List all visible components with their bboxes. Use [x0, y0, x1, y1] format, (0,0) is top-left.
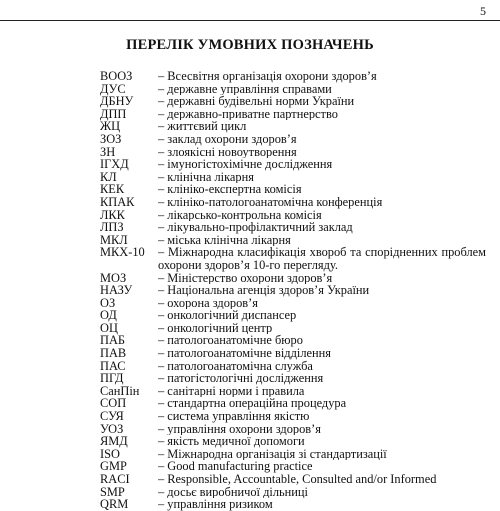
- abbreviation-definition: – злоякісні новоутворення: [158, 145, 297, 159]
- abbreviation-entry: [100, 234, 486, 247]
- page-number: 5: [480, 4, 486, 18]
- abbreviation-term: СОП: [100, 396, 127, 411]
- abbreviation-definition: – патогістологічні дослідження: [158, 372, 324, 385]
- page-title: ПЕРЕЛІК УМОВНИХ ПОЗНАЧЕНЬ: [126, 37, 374, 53]
- abbreviation-term: УОЗ: [100, 421, 124, 436]
- abbreviation-entry: [100, 498, 486, 511]
- abbreviation-term: ЛКК: [100, 207, 125, 222]
- abbreviation-term: ЗН: [100, 144, 116, 159]
- abbreviation-definition: – управління ризиком: [158, 498, 273, 511]
- abbreviation-list: [100, 70, 486, 511]
- abbreviation-term: КПАК: [100, 194, 135, 209]
- abbreviation-definition: – Good manufacturing practice: [158, 460, 313, 473]
- abbreviation-term: ЯМД: [100, 434, 128, 449]
- abbreviation-term: SMP: [100, 484, 125, 499]
- abbreviation-entry: [100, 372, 486, 385]
- abbreviation-term: ДПП: [100, 106, 127, 121]
- abbreviation-term: QRM: [100, 497, 129, 511]
- abbreviation-entry: [100, 448, 486, 461]
- abbreviation-term: ПГД: [100, 371, 124, 386]
- abbreviation-term: ЛПЗ: [100, 220, 124, 235]
- abbreviation-term: КЛ: [100, 169, 117, 184]
- abbreviation-definition: – життєвий цикл: [158, 120, 247, 133]
- abbreviation-entry: [100, 183, 486, 196]
- abbreviation-entry: [100, 309, 486, 322]
- abbreviation-term: GMP: [100, 459, 127, 474]
- abbreviation-definition: – охорона здоров’я: [158, 296, 258, 310]
- abbreviation-entry: [100, 397, 486, 410]
- abbreviation-term: ОЗ: [100, 295, 116, 310]
- abbreviation-term: RACI: [100, 472, 130, 486]
- abbreviation-term: СанПін: [100, 383, 140, 398]
- header-rule: [0, 20, 500, 21]
- abbreviation-entry: [100, 272, 486, 285]
- abbreviation-definition: – міська клінічна лікарня: [158, 233, 291, 247]
- abbreviation-definition: – державне управління справами: [158, 82, 332, 96]
- abbreviation-definition: – клінічна лікарня: [158, 170, 254, 184]
- abbreviation-definition: – імуногістохімічне дослідження: [158, 158, 333, 171]
- abbreviation-definition: – Міжнародна класифікація хвороб та спорідненних проблем охорони здоров’я 10-го перегляду.: [158, 246, 486, 272]
- abbreviation-entry: [100, 158, 486, 171]
- abbreviation-definition: – заклад охорони здоров’я: [158, 132, 297, 146]
- abbreviation-term: ВООЗ: [100, 69, 133, 83]
- abbreviation-definition: – державно-приватне партнерство: [158, 107, 338, 121]
- abbreviation-entry: [100, 423, 486, 436]
- abbreviation-definition: – управління охорони здоров’я: [158, 422, 321, 436]
- abbreviation-term: СУЯ: [100, 409, 124, 424]
- abbreviation-term: ЖЦ: [100, 119, 121, 134]
- abbreviation-entry: [100, 120, 486, 133]
- abbreviation-definition: – Національна агенція здоров’я України: [158, 284, 370, 297]
- abbreviation-definition: – патологоанатомічне відділення: [158, 347, 331, 360]
- abbreviation-entry: [100, 70, 486, 83]
- abbreviation-definition: – державні будівельні норми України: [158, 95, 355, 108]
- abbreviation-definition: – онкологічний диспансер: [158, 309, 297, 322]
- abbreviation-entry: [100, 360, 486, 373]
- abbreviation-term: ОД: [100, 308, 117, 323]
- abbreviation-entry: [100, 435, 486, 448]
- abbreviation-definition: – Responsible, Accountable, Consulted and/or Informed: [158, 473, 437, 486]
- abbreviation-term: ДУС: [100, 81, 126, 96]
- abbreviation-term: ОЦ: [100, 320, 118, 335]
- abbreviation-definition: – лікарсько-контрольна комісія: [158, 208, 322, 222]
- abbreviation-term: ПАС: [100, 358, 126, 373]
- abbreviation-term: МКЛ: [100, 232, 128, 247]
- abbreviation-term: КЕК: [100, 182, 125, 197]
- abbreviation-definition: – лікувально-профілактичний заклад: [158, 221, 353, 234]
- abbreviation-term: ПАВ: [100, 346, 127, 361]
- abbreviation-entry: [100, 473, 486, 486]
- abbreviation-definition: – досьє виробничої дільниці: [158, 485, 308, 499]
- abbreviation-entry: [100, 385, 486, 398]
- abbreviation-definition: – стандартна операційна процедура: [158, 397, 347, 411]
- abbreviation-entry: [100, 171, 486, 184]
- abbreviation-definition: – онкологічний центр: [158, 321, 273, 335]
- abbreviation-term: ДБНУ: [100, 94, 134, 109]
- abbreviation-entry: [100, 221, 486, 234]
- abbreviation-definition: – якість медичної допомоги: [158, 435, 305, 448]
- abbreviation-entry: [100, 209, 486, 222]
- abbreviation-entry: [100, 83, 486, 96]
- abbreviation-definition: – Всесвітня організація охорони здоров’я: [158, 70, 377, 83]
- abbreviation-term: ІГХД: [100, 157, 129, 172]
- abbreviation-entry: [100, 146, 486, 159]
- abbreviation-term: ISO: [100, 446, 120, 461]
- abbreviation-definition: – патологоанатомічна служба: [158, 359, 313, 373]
- abbreviation-entry: [100, 486, 486, 499]
- abbreviation-definition: – патологоанатомічне бюро: [158, 334, 303, 348]
- abbreviation-definition: – клініко-патологоанатомічна конференція: [158, 195, 383, 209]
- abbreviation-term: НАЗУ: [100, 283, 133, 298]
- abbreviation-term: ЗОЗ: [100, 131, 122, 146]
- abbreviation-entry: [100, 347, 486, 360]
- abbreviation-term: МКХ-10: [100, 245, 145, 260]
- abbreviation-entry: [100, 133, 486, 146]
- abbreviation-definition: – Міністерство охорони здоров’я: [158, 271, 333, 285]
- abbreviation-entry: [100, 196, 486, 209]
- abbreviation-term: ПАБ: [100, 333, 126, 348]
- abbreviation-definition: – санітарні норми і правила: [158, 384, 305, 398]
- abbreviation-entry: [100, 108, 486, 121]
- abbreviation-entry: [100, 95, 486, 108]
- abbreviation-entry: [100, 460, 486, 473]
- abbreviation-definition: – Міжнародна організація зі стандартизації: [158, 447, 387, 461]
- abbreviation-definition: – клініко-експертна комісія: [158, 183, 302, 196]
- abbreviation-entry: [100, 410, 486, 423]
- abbreviation-entry: [100, 297, 486, 310]
- abbreviation-term: МОЗ: [100, 270, 127, 285]
- abbreviation-entry: [100, 246, 486, 271]
- abbreviation-entry: [100, 334, 486, 347]
- abbreviation-definition: – система управління якістю: [158, 410, 310, 423]
- abbreviation-entry: [100, 284, 486, 297]
- abbreviation-entry: [100, 322, 486, 335]
